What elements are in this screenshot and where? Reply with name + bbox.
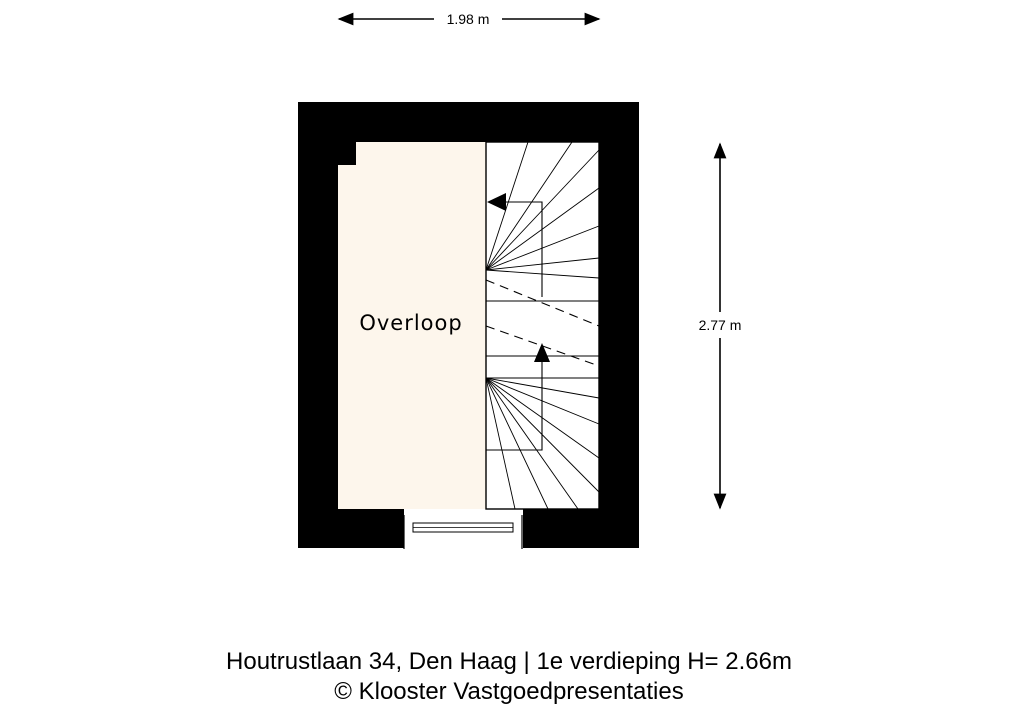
depth-dimension (699, 144, 742, 508)
plan-caption-address: Houtrustlaan 34, Den Haag | 1e verdieping H= 2.66m (226, 648, 792, 675)
room-overloop-label: Overloop (359, 311, 463, 335)
staircase (486, 142, 599, 509)
wall-corner-notch (338, 142, 356, 165)
plan-caption-copyright: © Klooster Vastgoedpresentaties (334, 678, 684, 705)
width-dimension-label: 1.98 m (446, 11, 490, 27)
width-dimension (339, 11, 599, 27)
stair-direction-arrow-icon (487, 193, 506, 211)
doorway (404, 509, 523, 549)
depth-dimension-label: 2.77 m (698, 317, 742, 333)
stair-up-arrow-icon (534, 343, 550, 362)
